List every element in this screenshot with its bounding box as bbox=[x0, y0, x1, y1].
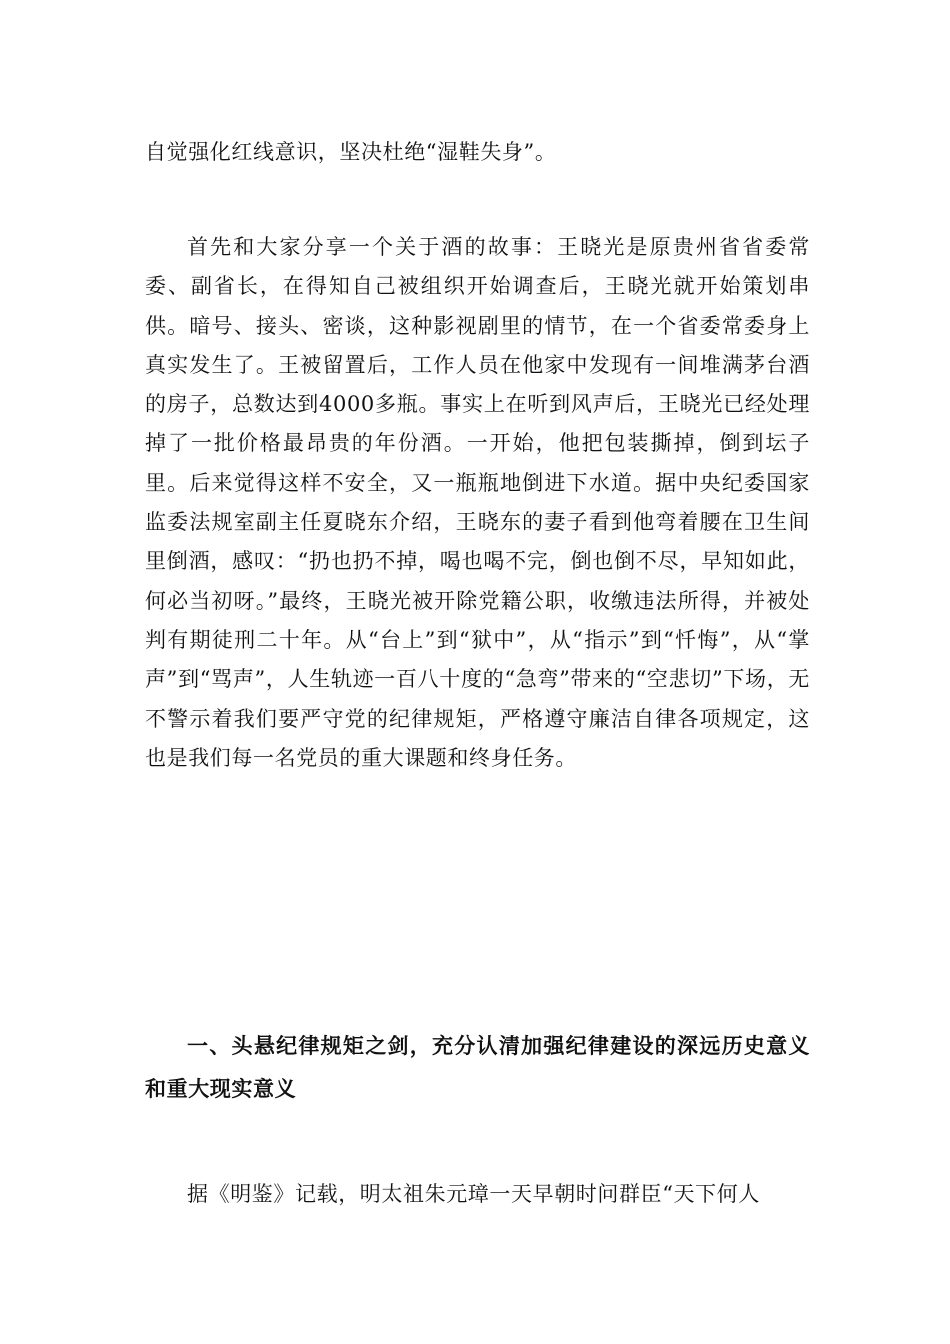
paragraph-mingjian: 据《明鉴》记载，明太祖朱元璋一天早朝时问群臣“天下何人 bbox=[187, 1182, 760, 1206]
paragraph-continuation: 自觉强化红线意识，坚决杜绝“湿鞋失身”。 bbox=[145, 140, 557, 164]
section-heading-1: 一、头悬纪律规矩之剑，充分认清加强纪律建设的深远历史意义和重大现实意义 bbox=[145, 1033, 810, 1101]
paragraph-wine-story: 首先和大家分享一个关于酒的故事：王晓光是原贵州省省委常委、副省长，在得知自己被组织开始调查后，王晓光就开始策划串供。暗号、接头、密谈，这种影视剧里的情节，在一个省委常委身上真实发生了。王被留置后，工作人员在他家中发现有一间堆满茅台酒的房子，总数达到4000多瓶。事实上在听到风声后，王晓光已经处理掉了一批价格最昂贵的年份酒。一开始，他把包装撕掉，倒到坛子里。后来觉得这样不安全，又一瓶瓶地倒进下水道。据中央纪委国家监委法规室副主任夏晓东介绍，王晓东的妻子看到他弯着腰在卫生间里倒酒，感叹：“扔也扔不掉，喝也喝不完，倒也倒不尽，早知如此，何必当初呀。”最终，王晓光被开除党籍公职，收缴违法所得，并被处判有期徒刑二十年。从“台上”到“狱中”，从“指示”到“忏悔”，从“掌声”到“骂声”，人生轨迹一百八十度的“急弯”带来的“空悲切”下场，无不警示着我们要严守党的纪律规矩，严格遵守廉洁自律各项规定，这也是我们每一名党员的重大课题和终身任务。 bbox=[145, 235, 810, 770]
